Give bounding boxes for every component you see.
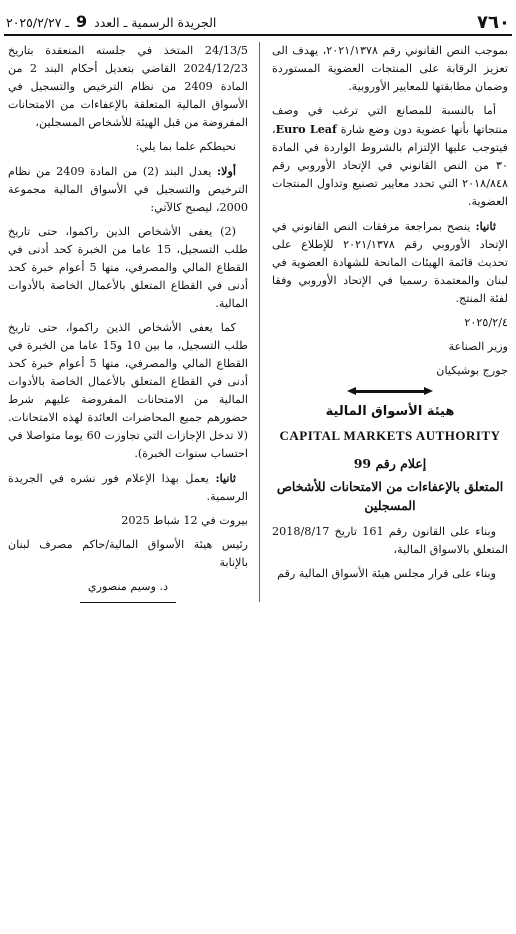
text: ينصح بمراجعة مرفقات النص القانوني في الإتحاد الأوروبي رقم ٢٠٢١/١٣٧٨ للإطلاع على تحديث قائمة الهيئات المانحة للشهادة العضوية في لبنان والمعتمدة رسميا في الإتحاد الأوروبي وفقا لفئة المنتج. [272,220,509,305]
page-number: ٧٦٠ [477,12,510,33]
column-divider [259,42,260,602]
issue-date: ـ ٢٠٢٥/٢/٢٧ [6,15,70,30]
signature-place-date: بيروت في 12 شباط 2025 [121,514,248,527]
right-column [272,42,508,589]
signature-rule [80,602,176,603]
paragraph: بموجب النص القانوني رقم ٢٠٢١/١٣٧٨، يهدف الى تعزيز الرقابة على المنتجات العضوية المستوردة وضمان مطابقتها للمعايير الأوروبية. [272,44,508,93]
page-header [6,4,510,34]
minister-name: جورج بوشيكيان [436,364,508,377]
decision-date: ٢٠٢٥/٢/٤ [464,316,508,329]
section-separator [355,390,425,393]
text: ، فيتوجب عليها الإلتزام بالشروط الواردة في المادة ٣٠ من النص القانوني في الإتحاد الأوروبي رقم ٢٠١٨/٨٤٨ التي تحدد معايير تصنيع وتداول المنتجات العضوية. [272,123,508,208]
paragraph: 24/13/5 المتخذ في جلسته المنعقدة بتاريخ 2024/12/23 القاضي بتعديل أحكام البند 2 من المادة 2409 من نظام الترخيص والتسجيل في الأسواق المالية المتعلقة بالإعفاءات من الامتحانات المفروضة من قبل الهيئة للأشخاص المسجلين، [8,44,248,129]
notice-number: إعلام رقم 99 [353,456,427,471]
authority-name-en: CAPITAL MARKETS AUTHORITY [279,428,501,443]
clause-label: ثانيا: [215,471,236,485]
text: يعدل البند (2) من المادة 2409 من نظام الترخيص والتسجيل في الأسواق المالية مجموعة 2000، ليصبح كالآتي: [8,165,248,214]
paragraph: وبناء على القانون رقم 161 تاريخ 2018/8/17 المتعلق بالاسواق المالية، [272,525,508,556]
issue-prefix: الجريدة الرسمية ـ العدد [94,15,217,30]
paragraph [272,102,508,211]
signatory-title: رئيس هيئة الأسواق المالية/حاكم مصرف لبنان بالإنابة [8,538,248,569]
authority-name-ar: هيئة الأسواق المالية [325,404,455,419]
notice-subject: المتعلق بالإعفاءات من الامتحانات للأشخاص المسجلين [276,479,504,513]
clause-label: ثانيا: [475,219,496,233]
paragraph [8,162,248,217]
text: يعمل بهذا الإعلام فور نشره في الجريدة الرسمية. [8,472,248,503]
issue-number: 9 [76,12,88,31]
paragraph: وبناء على قرار مجلس هيئة الأسواق المالية رقم [277,567,496,580]
signatory-name: د. وسيم منصوري [87,580,169,593]
issue-line [6,11,216,34]
brand-name: Euro Leaf [275,122,337,136]
minister-title: وزير الصناعة [448,340,508,353]
paragraph [272,217,508,308]
text: أما بالنسبة للمصانع التي ترغب في وصف منتجاتها بأنها عضوية دون وضع شارة [272,104,508,136]
left-column [8,42,248,603]
paragraph: (2) يعفى الأشخاص الذين راكموا، حتى تاريخ طلب التسجيل، 15 عاما من الخبرة كحد أدنى في القطاع المالي والمصرفي، منها 5 أعوام خبرة كحد أدنى في القطاع المتعلق بالأعمال الخاصة بالأدوات المالية. [8,225,248,310]
clause-label: أولا: [216,164,236,178]
header-rule [4,34,512,36]
paragraph: نحيطكم علما بما يلي: [135,140,236,153]
paragraph [8,469,248,506]
paragraph: كما يعفى الأشخاص الذين راكموا، حتى تاريخ طلب التسجيل، ما بين 10 و15 عاما من الخبرة في القطاع المالي والمصرفي، منها 5 أعوام خبرة كحد أدنى في القطاع المتعلق بالأعمال الخاصة بالأدوات المالية من الامتحانات المفروضة عليهم شرط حضورهم جميع المحاضرات العائدة لهذه الامتحانات. (لا تدخل الإجازات التي تجاوزت 60 يوما متواصلا في احتساب سنوات الخبرة). [8,321,248,460]
